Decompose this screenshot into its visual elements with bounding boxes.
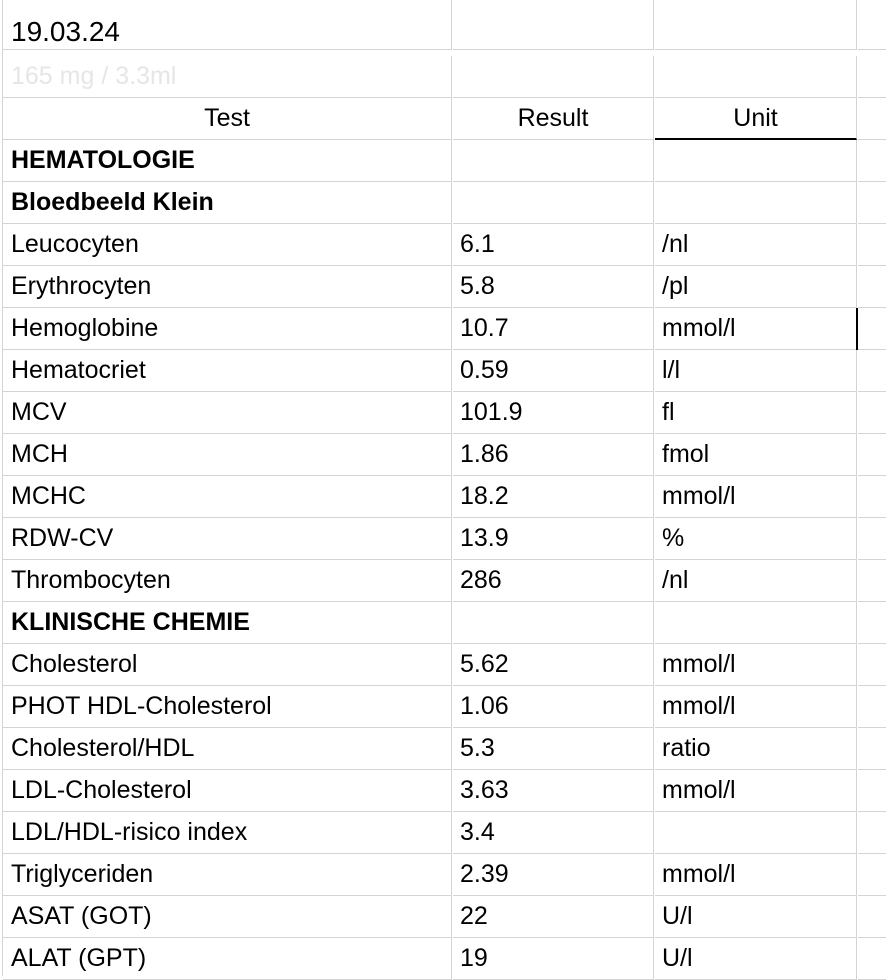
test-name-cell[interactable]: Triglyceriden [3, 854, 452, 896]
table-row [0, 602, 886, 644]
empty-cell[interactable] [858, 182, 886, 224]
empty-cell[interactable] [858, 224, 886, 266]
unit-cell[interactable]: mmol/l [655, 854, 857, 896]
test-name-cell[interactable]: Hemoglobine [3, 308, 452, 350]
header-test[interactable]: Test [3, 98, 452, 140]
empty-cell[interactable] [858, 644, 886, 686]
test-name-cell[interactable]: KLINISCHE CHEMIE [3, 602, 452, 644]
test-name-cell[interactable]: MCV [3, 392, 452, 434]
empty-cell[interactable] [858, 140, 886, 182]
table-row [0, 896, 886, 938]
table-row [0, 728, 886, 770]
header-unit[interactable]: Unit [655, 98, 857, 140]
dose-cell[interactable]: 165 mg / 3.3ml [3, 56, 452, 98]
date-cell[interactable]: 19.03.24 [3, 0, 452, 50]
result-cell[interactable] [453, 182, 654, 224]
unit-cell[interactable]: U/l [655, 896, 857, 938]
result-cell[interactable]: 1.06 [453, 686, 654, 728]
empty-cell[interactable] [858, 518, 886, 560]
result-cell[interactable]: 6.1 [453, 224, 654, 266]
table-row [0, 476, 886, 518]
empty-cell[interactable] [858, 476, 886, 518]
unit-cell[interactable]: % [655, 518, 857, 560]
result-cell[interactable]: 3.4 [453, 812, 654, 854]
result-cell[interactable]: 0.59 [453, 350, 654, 392]
result-cell[interactable]: 5.8 [453, 266, 654, 308]
test-name-cell[interactable]: MCHC [3, 476, 452, 518]
table-row [0, 434, 886, 476]
table-row [0, 812, 886, 854]
table-row [0, 266, 886, 308]
empty-cell[interactable] [453, 0, 654, 50]
empty-cell[interactable] [858, 56, 886, 98]
cell-selection-edge [856, 308, 858, 350]
result-cell[interactable] [453, 602, 654, 644]
unit-cell[interactable]: /pl [655, 266, 857, 308]
unit-cell[interactable] [655, 602, 857, 644]
unit-cell[interactable]: /nl [655, 560, 857, 602]
empty-cell[interactable] [858, 938, 886, 980]
unit-cell[interactable] [655, 182, 857, 224]
table-row [0, 560, 886, 602]
empty-cell[interactable] [858, 434, 886, 476]
empty-cell[interactable] [858, 728, 886, 770]
result-cell[interactable] [453, 140, 654, 182]
empty-cell[interactable] [858, 0, 886, 50]
result-cell[interactable]: 18.2 [453, 476, 654, 518]
empty-cell[interactable] [655, 56, 857, 98]
table-row [0, 770, 886, 812]
unit-cell[interactable]: fl [655, 392, 857, 434]
test-name-cell[interactable]: MCH [3, 434, 452, 476]
table-row [0, 686, 886, 728]
empty-cell[interactable] [655, 0, 857, 50]
test-name-cell[interactable]: RDW-CV [3, 518, 452, 560]
test-name-cell[interactable]: ASAT (GOT) [3, 896, 452, 938]
table-row [0, 854, 886, 896]
empty-cell[interactable] [858, 392, 886, 434]
result-cell[interactable]: 22 [453, 896, 654, 938]
result-cell[interactable]: 1.86 [453, 434, 654, 476]
empty-cell[interactable] [858, 350, 886, 392]
table-row [0, 938, 886, 980]
unit-cell[interactable]: fmol [655, 434, 857, 476]
empty-cell[interactable] [858, 98, 886, 140]
unit-cell[interactable]: mmol/l [655, 686, 857, 728]
unit-cell[interactable]: mmol/l [655, 308, 857, 350]
result-cell[interactable]: 101.9 [453, 392, 654, 434]
test-name-cell[interactable]: ALAT (GPT) [3, 938, 452, 980]
table-row [0, 308, 886, 350]
result-cell[interactable]: 19 [453, 938, 654, 980]
empty-cell[interactable] [858, 560, 886, 602]
empty-cell[interactable] [858, 266, 886, 308]
table-row [0, 392, 886, 434]
test-name-cell[interactable]: Cholesterol [3, 644, 452, 686]
table-row [0, 224, 886, 266]
empty-cell[interactable] [858, 854, 886, 896]
table-row [0, 182, 886, 224]
sheet-row-dose [0, 56, 886, 98]
unit-cell[interactable] [655, 140, 857, 182]
unit-cell[interactable]: /nl [655, 224, 857, 266]
test-name-cell[interactable]: LDL/HDL-risico index [3, 812, 452, 854]
unit-cell[interactable]: l/l [655, 350, 857, 392]
unit-cell[interactable]: U/l [655, 938, 857, 980]
unit-cell[interactable]: mmol/l [655, 770, 857, 812]
header-row [0, 98, 886, 140]
result-cell[interactable]: 5.62 [453, 644, 654, 686]
unit-cell[interactable] [655, 812, 857, 854]
empty-cell[interactable] [858, 308, 886, 350]
empty-cell[interactable] [858, 770, 886, 812]
sheet-row-date [0, 8, 886, 50]
header-result[interactable]: Result [453, 98, 654, 140]
empty-cell[interactable] [858, 812, 886, 854]
test-name-cell[interactable]: Leucocyten [3, 224, 452, 266]
empty-cell[interactable] [858, 602, 886, 644]
test-name-cell[interactable]: HEMATOLOGIE [3, 140, 452, 182]
table-row [0, 644, 886, 686]
result-cell[interactable]: 5.3 [453, 728, 654, 770]
test-name-cell[interactable]: Bloedbeeld Klein [3, 182, 452, 224]
test-name-cell[interactable]: LDL-Cholesterol [3, 770, 452, 812]
unit-cell[interactable]: ratio [655, 728, 857, 770]
result-cell[interactable]: 3.63 [453, 770, 654, 812]
test-name-cell[interactable]: Hematocriet [3, 350, 452, 392]
result-cell[interactable]: 286 [453, 560, 654, 602]
result-cell[interactable]: 10.7 [453, 308, 654, 350]
test-name-cell[interactable]: Erythrocyten [3, 266, 452, 308]
test-name-cell[interactable]: Thrombocyten [3, 560, 452, 602]
test-name-cell[interactable]: Cholesterol/HDL [3, 728, 452, 770]
test-name-cell[interactable]: PHOT HDL-Cholesterol [3, 686, 452, 728]
table-row [0, 350, 886, 392]
table-row [0, 140, 886, 182]
unit-cell[interactable]: mmol/l [655, 476, 857, 518]
result-cell[interactable]: 13.9 [453, 518, 654, 560]
empty-cell[interactable] [858, 896, 886, 938]
empty-cell[interactable] [453, 56, 654, 98]
table-row [0, 518, 886, 560]
unit-cell[interactable]: mmol/l [655, 644, 857, 686]
result-cell[interactable]: 2.39 [453, 854, 654, 896]
empty-cell[interactable] [858, 686, 886, 728]
